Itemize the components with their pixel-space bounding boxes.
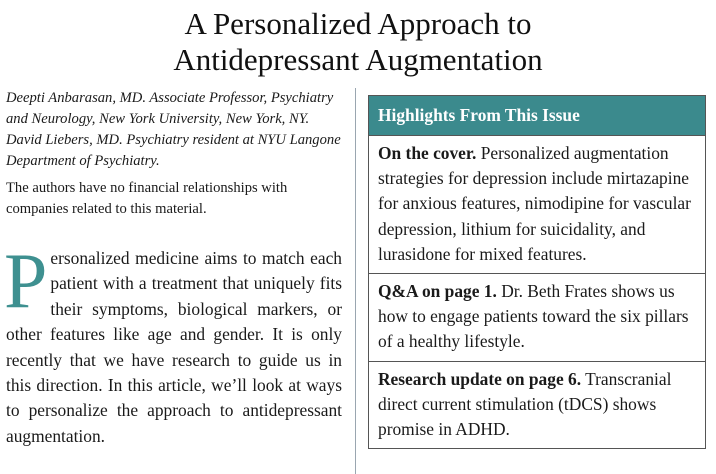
highlight-lead: On the cover. [378,143,477,163]
title-line-2: Antidepressant Augmentation [173,42,543,77]
highlight-lead: Q&A on page 1. [378,281,497,302]
highlight-item-cover [369,136,705,274]
highlight-lead: Research update on page 6. [378,368,582,389]
highlight-item-qa [369,274,705,362]
drop-cap: P [4,237,48,324]
highlights-box [368,95,706,449]
highlights-header: Highlights From This Issue [369,96,705,136]
article-title [0,6,716,78]
highlight-text: Transcranial direct current stimulation (tDCS) shows promise in ADHD. [378,368,672,440]
author-info [6,88,342,220]
author-byline: Deepti Anbarasan, MD. Associate Professor, Psychiatry and Neurology, New York University, New York, NY. David Liebers, MD. Psychiatry resident at NYU Langone Department of Psychiatry. [6,90,341,169]
highlight-item-research [369,362,705,449]
intro-text: ersonalized medicine aims to match each patient with a treatment that uniquely fits their symptoms, biological markers, or other features like age and gender. It is only recently that we have research to guide us in this direction. In this article, we’ll look at ways to personalize the approach to antidepressant augmentation. [6,248,342,446]
column-divider [355,88,356,474]
highlight-text: Dr. Beth Frates shows us how to engage patients toward the six pillars of a healthy lifestyle. [378,281,689,352]
article-intro [4,237,342,449]
highlight-text: Personalized augmentation strategies for depression include mirtazapine for anxious features, nimodipine for vascular depression, lithium for suicidality, and lurasidone for mixed features. [378,143,691,264]
disclosure-statement: The authors have no financial relationships with companies related to this material. [6,180,288,217]
title-line-1: A Personalized Approach to [184,6,532,41]
